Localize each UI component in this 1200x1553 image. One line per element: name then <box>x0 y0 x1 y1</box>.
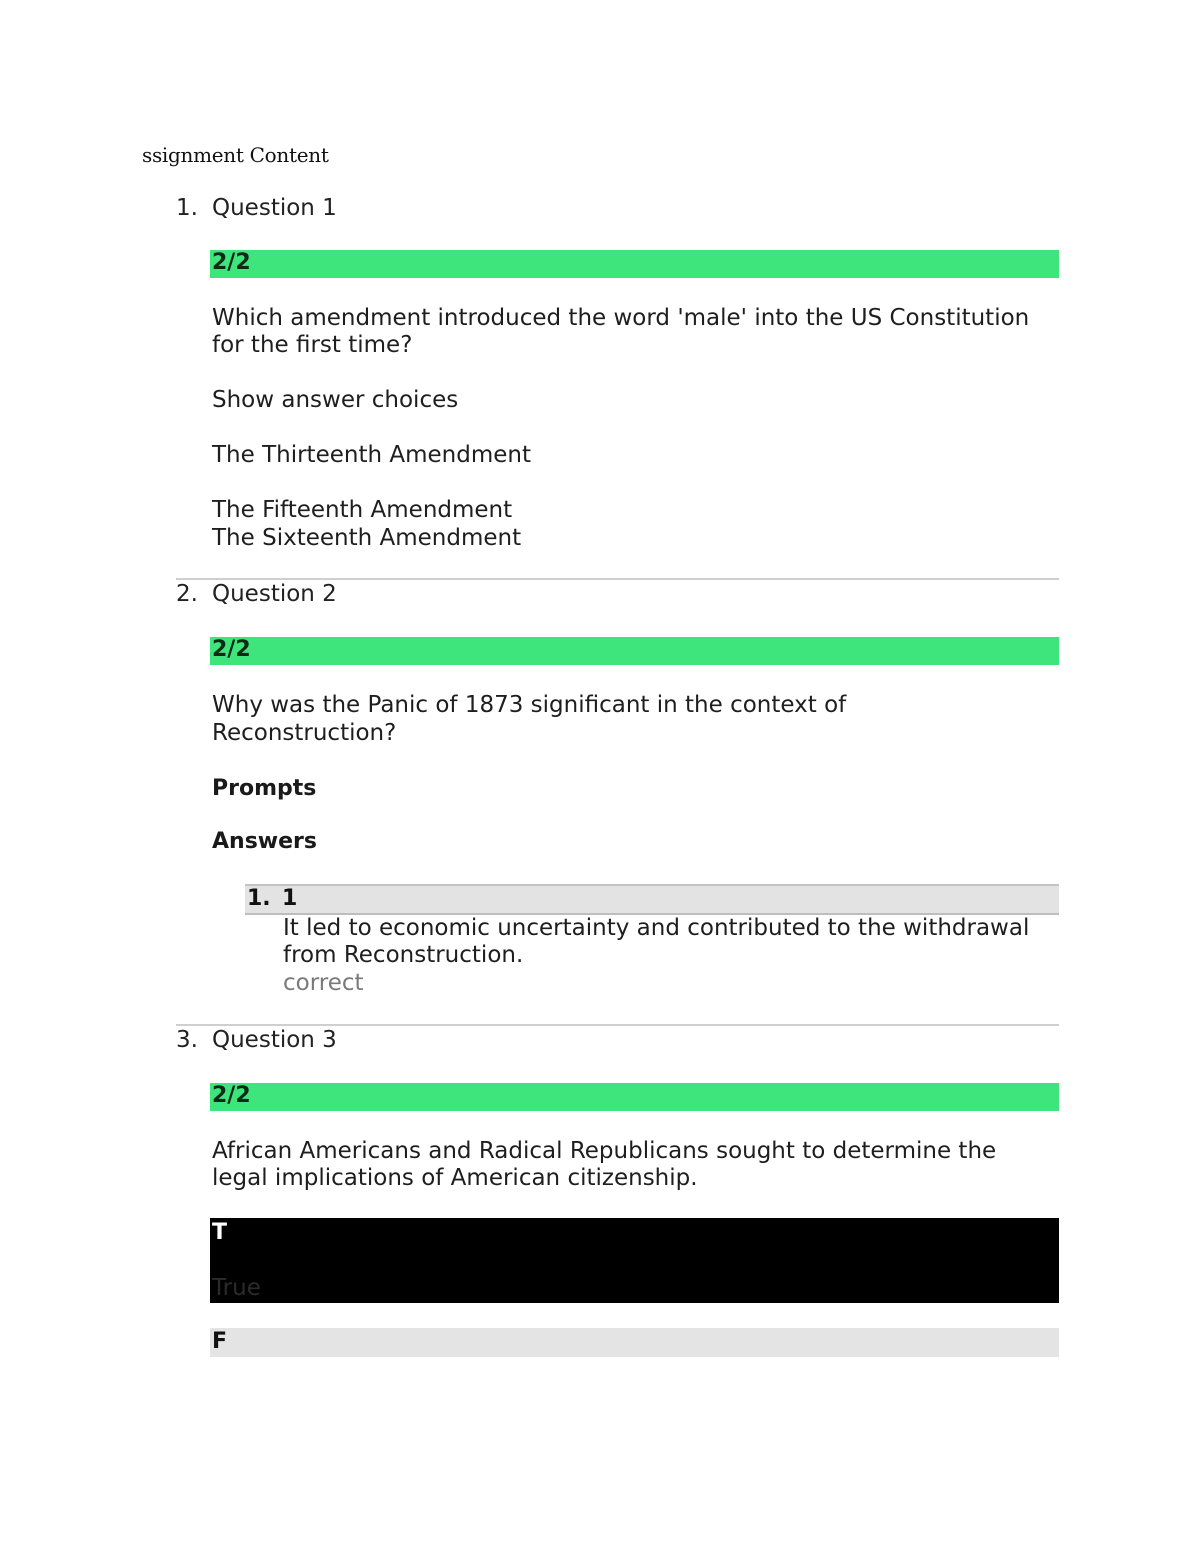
answer-choice: The Thirteenth Amendment <box>212 442 531 468</box>
question-prompt: for the first time? <box>212 332 413 358</box>
score-label: 2/2 <box>212 250 251 275</box>
show-answer-choices-link[interactable]: Show answer choices <box>212 387 459 413</box>
option-true-text: True <box>212 1275 261 1301</box>
question-divider <box>176 1024 1059 1026</box>
option-false[interactable] <box>210 1328 1059 1357</box>
question-number: 3. <box>176 1027 198 1053</box>
answer-text: It led to economic uncertainty and contributed to the withdrawal <box>283 915 1030 941</box>
question-title: Question 2 <box>212 581 337 607</box>
question-title: Question 3 <box>212 1027 337 1053</box>
question-prompt: Reconstruction? <box>212 720 397 746</box>
score-label: 2/2 <box>212 637 251 662</box>
question-prompt: African Americans and Radical Republicans sought to determine the <box>212 1138 997 1164</box>
question-number: 2. <box>176 581 198 607</box>
question-prompt: Why was the Panic of 1873 significant in the context of <box>212 692 847 718</box>
answer-choice: The Sixteenth Amendment <box>212 525 522 551</box>
page-heading: ssignment Content <box>142 143 329 167</box>
question-title: Question 1 <box>212 195 337 221</box>
option-true[interactable] <box>210 1218 1059 1303</box>
answer-choice: The Fifteenth Amendment <box>212 497 513 523</box>
question-prompt: Which amendment introduced the word 'male' into the US Constitution <box>212 305 1030 331</box>
score-bar <box>210 637 1059 665</box>
answer-text: from Reconstruction. <box>283 942 524 968</box>
prompts-label: Prompts <box>212 776 317 801</box>
question-divider <box>176 578 1059 580</box>
answer-row-header <box>245 884 1059 915</box>
score-bar <box>210 1083 1059 1111</box>
answer-value: 1 <box>282 886 298 911</box>
question-prompt: legal implications of American citizenship. <box>212 1165 698 1191</box>
score-label: 2/2 <box>212 1083 251 1108</box>
option-true-label: T <box>212 1220 228 1245</box>
score-bar <box>210 250 1059 278</box>
question-number: 1. <box>176 195 198 221</box>
answer-index: 1. <box>247 886 271 911</box>
answers-label: Answers <box>212 829 317 854</box>
option-false-label: F <box>212 1329 228 1354</box>
answer-status: correct <box>283 970 364 996</box>
